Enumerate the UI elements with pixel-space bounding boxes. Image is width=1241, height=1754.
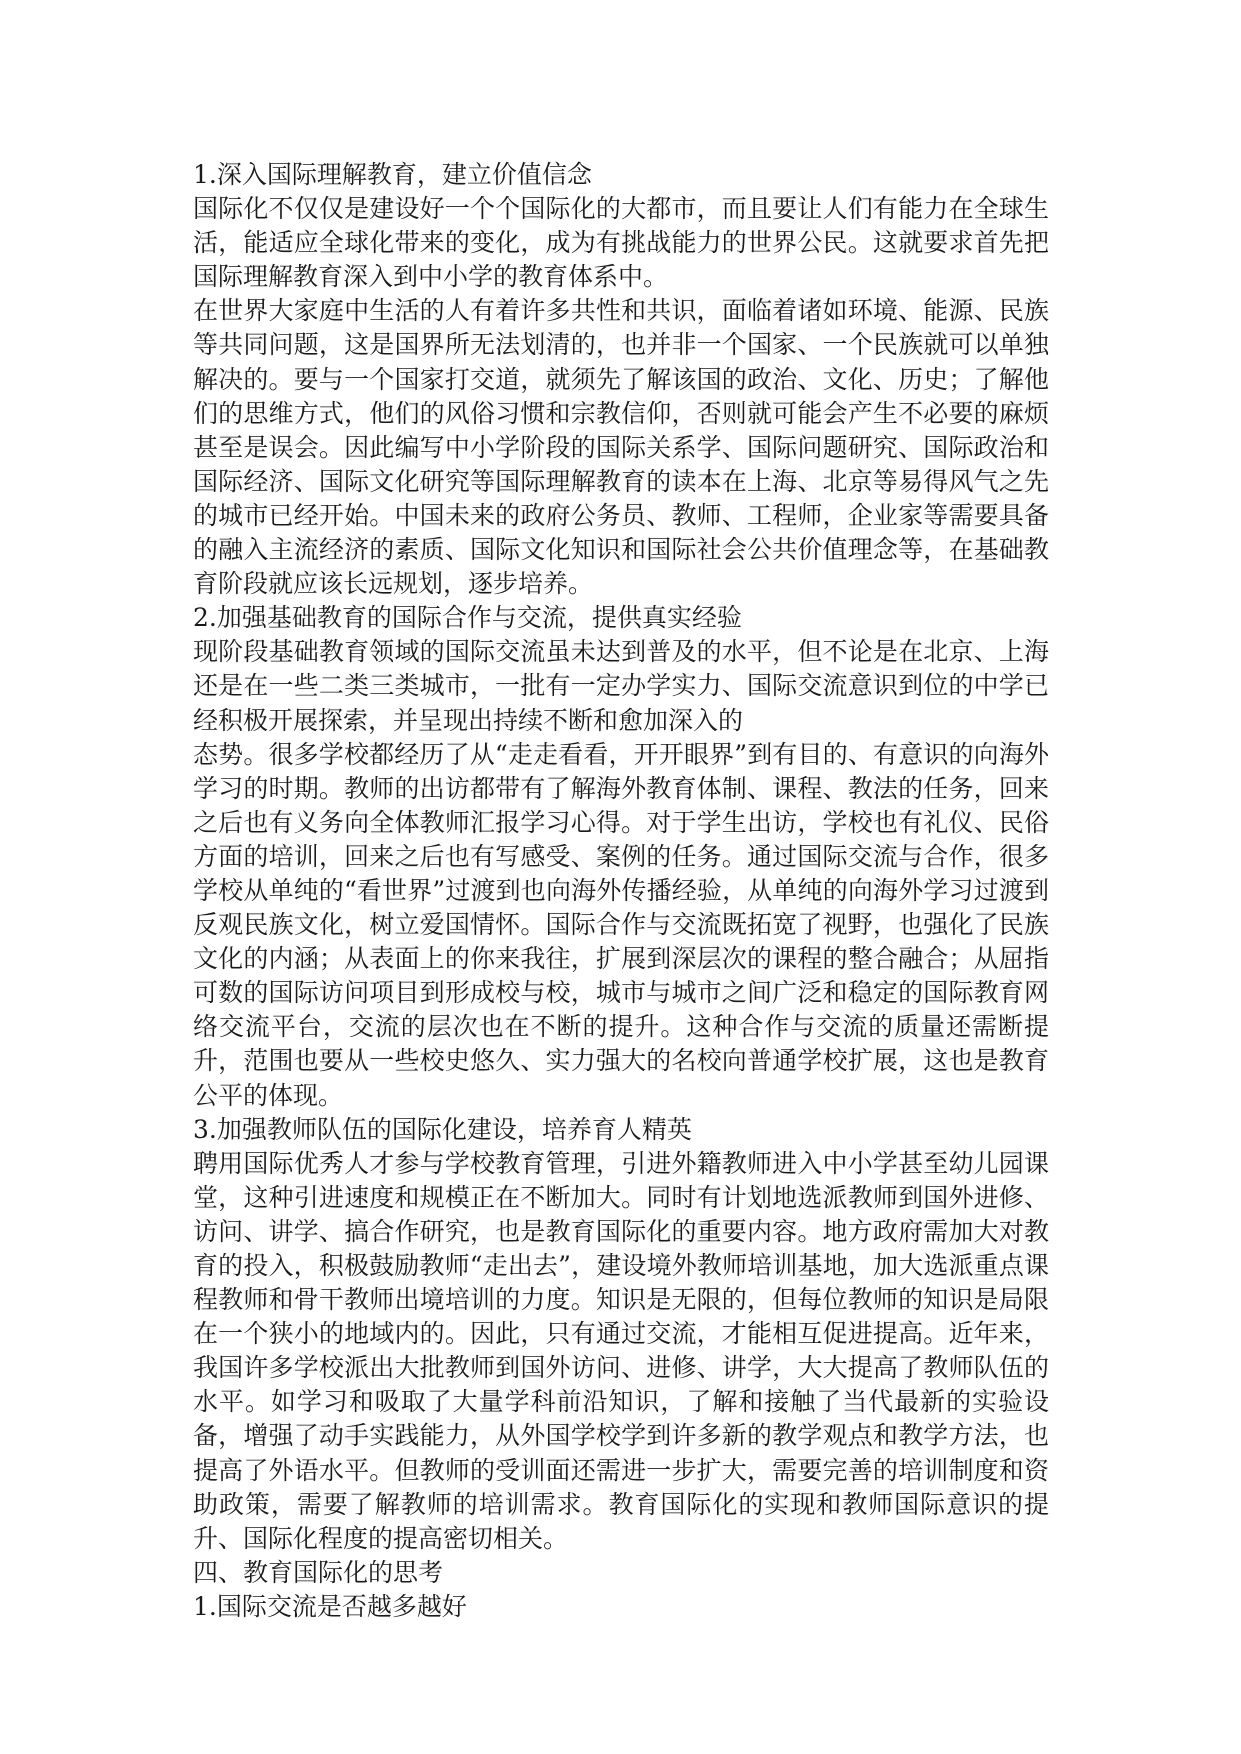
paragraph: 国际化不仅仅是建设好一个个国际化的大都市，而且要让人们有能力在全球生活，能适应全球化带来的变化，成为有挑战能力的世界公民。这就要求首先把国际理解教育深入到中小学的教育体系中。 [193, 194, 1049, 292]
paragraph: 在世界大家庭中生活的人有着许多共性和共识，面临着诸如环境、能源、民族等共同问题，这是国界所无法划清的，也并非一个国家、一个民族就可以单独解决的。要与一个国家打交道，就须先了解该国的政治、文化、历史；了解他们的思维方式，他们的风俗习惯和宗教信仰，否则就可能会产生不必要的麻烦甚至是误会。因此编写中小学阶段的国际关系学、国际问题研究、国际政治和国际经济、国际文化研究等国际理解教育的读本在上海、北京等易得风气之先的城市已经开始。中国未来的政府公务员、教师、工程师，企业家等需要具备的融入主流经济的素质、国际文化知识和国际社会公共价值理念等，在基础教育阶段就应该长远规划，逐步培养。 [193, 296, 1049, 599]
chapter-heading: 四、教育国际化的思考 [193, 1557, 444, 1587]
section-heading: 1.深入国际理解教育，建立价值信念 [193, 160, 592, 189]
section-heading: 1.国际交流是否越多越好 [193, 1591, 467, 1621]
paragraph: 聘用国际优秀人才参与学校教育管理，引进外籍教师进入中小学甚至幼儿园课堂，这种引进速度和规模正在不断加大。同时有计划地选派教师到国外进修、访问、讲学、搞合作研究，也是教育国际化的重要内容。地方政府需加大对教育的投入，积极鼓励教师“走出去”，建设境外教师培训基地，加大选派重点课程教师和骨干教师出境培训的力度。知识是无限的，但每位教师的知识是局限在一个狭小的地域内的。因此，只有通过交流，才能相互促进提高。近年来，我国许多学校派出大批教师到国外访问、进修、讲学，大大提高了教师队伍的水平。如学习和吸取了大量学科前沿知识，了解和接触了当代最新的实验设备，增强了动手实践能力，从外国学校学到许多新的教学观点和教学方法，也提高了外语水平。但教师的受训面还需进一步扩大，需要完善的培训制度和资助政策，需要了解教师的培训需求。教育国际化的实现和教师国际意识的提升、国际化程度的提高密切相关。 [193, 1148, 1049, 1553]
section-heading: 2.加强基础教育的国际合作与交流，提供真实经验 [193, 603, 742, 633]
section-heading: 3.加强教师队伍的国际化建设，培养育人精英 [193, 1114, 692, 1144]
paragraph: 现阶段基础教育领域的国际交流虽未达到普及的水平，但不论是在北京、上海还是在一些二类三类城市，一批有一定办学实力、国际交流意识到位的中学已经积极开展探索，并呈现出持续不断和愈加深入的 [193, 637, 1049, 735]
document-page [193, 158, 1049, 1624]
paragraph: 态势。很多学校都经历了从“走走看看，开开眼界”到有目的、有意识的向海外学习的时期。教师的出访都带有了解海外教育体制、课程、教法的任务，回来之后也有义务向全体教师汇报学习心得。对于学生出访，学校也有礼仪、民俗方面的培训，回来之后也有写感受、案例的任务。通过国际交流与合作，很多学校从单纯的“看世界”过渡到也向海外传播经验，从单纯的向海外学习过渡到反观民族文化，树立爱国情怀。国际合作与交流既拓宽了视野，也强化了民族文化的内涵；从表面上的你来我往，扩展到深层次的课程的整合融合；从屈指可数的国际访问项目到形成校与校，城市与城市之间广泛和稳定的国际教育网络交流平台，交流的层次也在不断的提升。这种合作与交流的质量还需断提升，范围也要从一些校史悠久、实力强大的名校向普通学校扩展，这也是教育公平的体现。 [193, 739, 1049, 1110]
